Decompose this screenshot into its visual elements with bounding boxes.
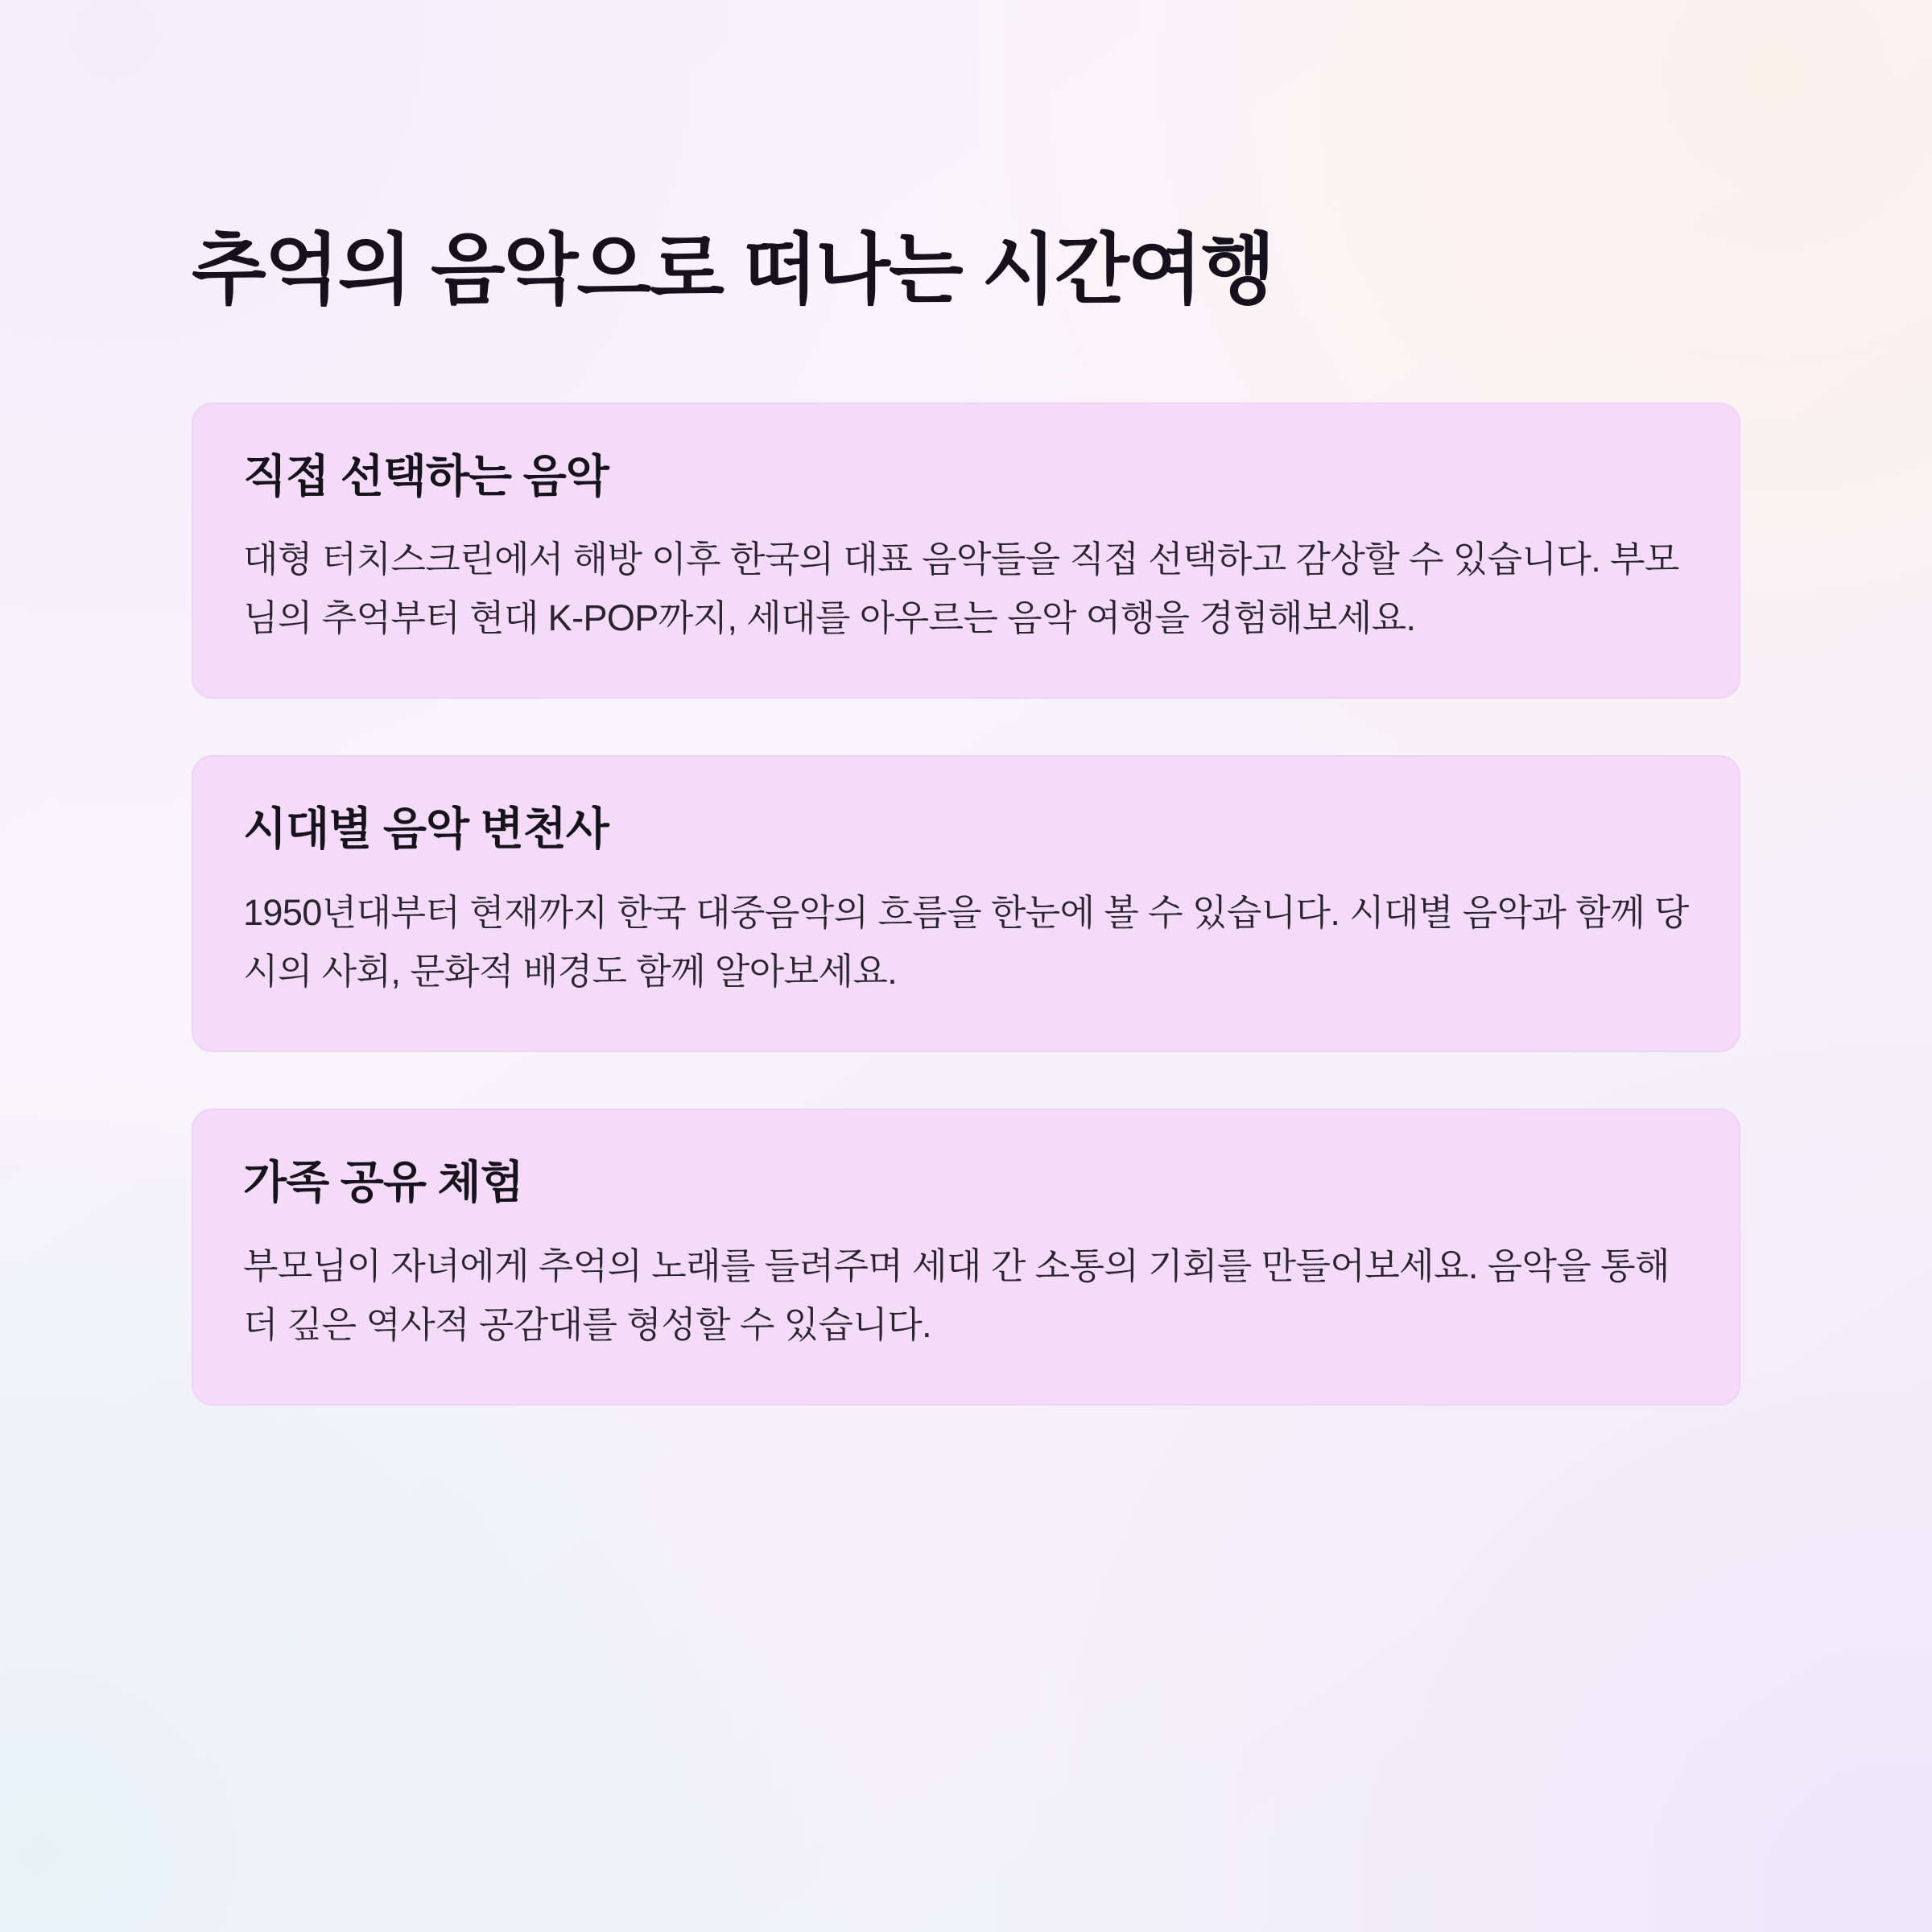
feature-card [192,755,1740,1052]
feature-card-title: 가족 공유 체험 [243,1157,523,1208]
feature-card-body: 1950년대부터 현재까지 한국 대중음악의 흐름을 한눈에 볼 수 있습니다. 시대별 음악과 함께 당시의 사회, 문화적 배경도 함께 알아보세요. [243,891,1689,992]
feature-card-title: 시대별 음악 변천사 [243,803,609,855]
page-title: 추억의 음악으로 떠나는 시간여행 [192,227,1274,313]
feature-card-body: 대형 터치스크린에서 해방 이후 한국의 대표 음악들을 직접 선택하고 감상할 수 있습니다. 부모님의 추억부터 현대 K-POP까지, 세대를 아우르는 음악 여행을 경험해보세요. [243,538,1679,638]
feature-card-title: 직접 선택하는 음악 [243,450,609,502]
feature-card-body: 부모님이 자녀에게 추억의 노래를 들려주며 세대 간 소통의 기회를 만들어보세요. 음악을 통해 더 깊은 역사적 공감대를 형성할 수 있습니다. [243,1245,1670,1345]
feature-card [192,1108,1740,1406]
feature-card [192,402,1740,700]
feature-card-list [192,402,1740,1406]
content-container [192,0,1740,1406]
